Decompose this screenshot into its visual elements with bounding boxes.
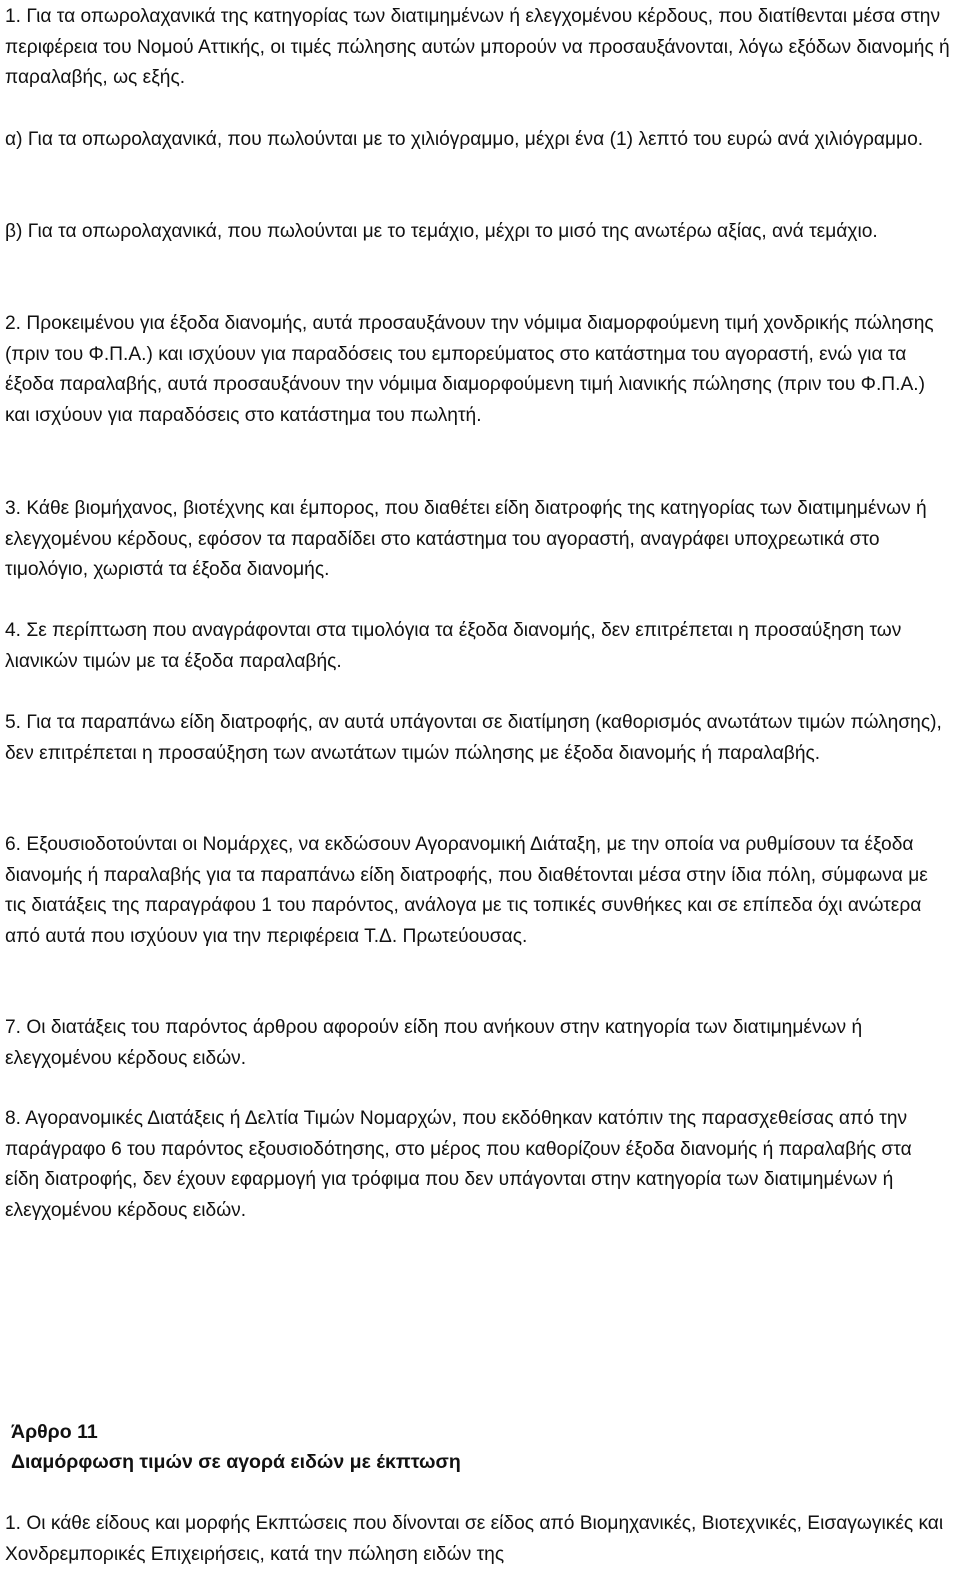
paragraph-2: 2. Προκειμένου για έξοδα διανομής, αυτά προσαυξάνουν την νόμιμα διαμορφούμενη τιμή χονδρικής πώλησης (πριν του Φ.Π.Α.) και ισχύουν για παραδόσεις του εμπορεύματος στο κατάστημα του αγοραστή, ενώ για τα έξοδα παραλαβής, αυτά προσαυξάνουν την νόμιμα διαμορφούμενη τιμή λιανικής πώλησης (πριν του Φ.Π.Α.) και ισχύουν για παραδόσεις στο κατάστημα του πωλητή. xyxy=(5,313,934,426)
paragraph-1b: β) Για τα οπωρολαχανικά, που πωλούνται με το τεμάχιο, μέχρι το μισό της ανωτέρω αξίας, ανά τεμάχιο. xyxy=(5,221,878,242)
paragraph-7: 7. Οι διατάξεις του παρόντος άρθρου αφορούν είδη που ανήκουν στην κατηγορία των διατιμημένων ή ελεγχομένου κέρδους ειδών. xyxy=(5,1017,863,1069)
paragraph-3: 3. Κάθε βιομήχανος, βιοτέχνης και έμπορος, που διαθέτει είδη διατροφής της κατηγορίας των διατιμημένων ή ελεγχομένου κέρδους, εφόσον τα παραδίδει στο κατάστημα του αγοραστή, αναγράφει υποχρεωτικά στο τιμολόγιο, χωριστά τα έξοδα διανομής. xyxy=(5,498,927,581)
paragraph-8: 8. Αγορανομικές Διατάξεις ή Δελτία Τιμών Νομαρχών, που εκδόθηκαν κατόπιν της παρασχεθείσας από την παράγραφο 6 του παρόντος εξουσιοδότησης, στο μέρος που καθορίζουν έξοδα διανομής ή παραλαβής στα είδη διατροφής, δεν έχουν εφαρμογή για τρόφιμα που δεν υπάγονται στην κατηγορία των διατιμημένων ή ελεγχομένου κέρδους ειδών. xyxy=(5,1108,912,1221)
paragraph-5: 5. Για τα παραπάνω είδη διατροφής, αν αυτά υπάγονται σε διατίμηση (καθορισμός ανωτάτων τιμών πώλησης), δεν επιτρέπεται η προσαύξηση των ανωτάτων τιμών πώλησης με έξοδα διανομής ή παραλαβής. xyxy=(5,712,942,764)
paragraph-1: 1. Για τα οπωρολαχανικά της κατηγορίας των διατιμημένων ή ελεγχομένου κέρδους, που διατίθενται μέσα στην περιφέρεια του Νομού Αττικής, οι τιμές πώλησης αυτών μπορούν να προσαυξάνονται, λόγω εξόδων διανομής ή παραλαβής, ως εξής. xyxy=(5,6,950,89)
article-title: Διαμόρφωση τιμών σε αγορά ειδών με έκπτωση xyxy=(11,1451,461,1473)
paragraph-4: 4. Σε περίπτωση που αναγράφονται στα τιμολόγια τα έξοδα διανομής, δεν επιτρέπεται η προσαύξηση των λιανικών τιμών με τα έξοδα παραλαβής. xyxy=(5,620,902,672)
article-number: Άρθρο 11 xyxy=(11,1421,98,1443)
paragraph-1a: α) Για τα οπωρολαχανικά, που πωλούνται με το χιλιόγραμμο, μέχρι ένα (1) λεπτό του ευρώ ανά χιλιόγραμμο. xyxy=(5,129,924,150)
article-11-paragraph-1: 1. Οι κάθε είδους και μορφής Εκπτώσεις που δίνονται σε είδος από Βιομηχανικές, Βιοτεχνικές, Εισαγωγικές και Χονδρεμπορικές Επιχειρήσεις, κατά την πώληση ειδών της xyxy=(5,1513,944,1565)
paragraph-6: 6. Εξουσιοδοτούνται οι Νομάρχες, να εκδώσουν Αγορανομική Διάταξη, με την οποία να ρυθμίσουν τα έξοδα διανομής ή παραλαβής για τα παραπάνω είδη διατροφής, που διαθέτονται μέσα στην ίδια πόλη, σύμφωνα με τις διατάξεις της παραγράφου 1 του παρόντος, ανάλογα με τις τοπικές συνθήκες και σε επίπεδα όχι ανώτερα από αυτά που ισχύουν για την περιφέρεια Τ.Δ. Πρωτεύουσας. xyxy=(5,834,928,947)
